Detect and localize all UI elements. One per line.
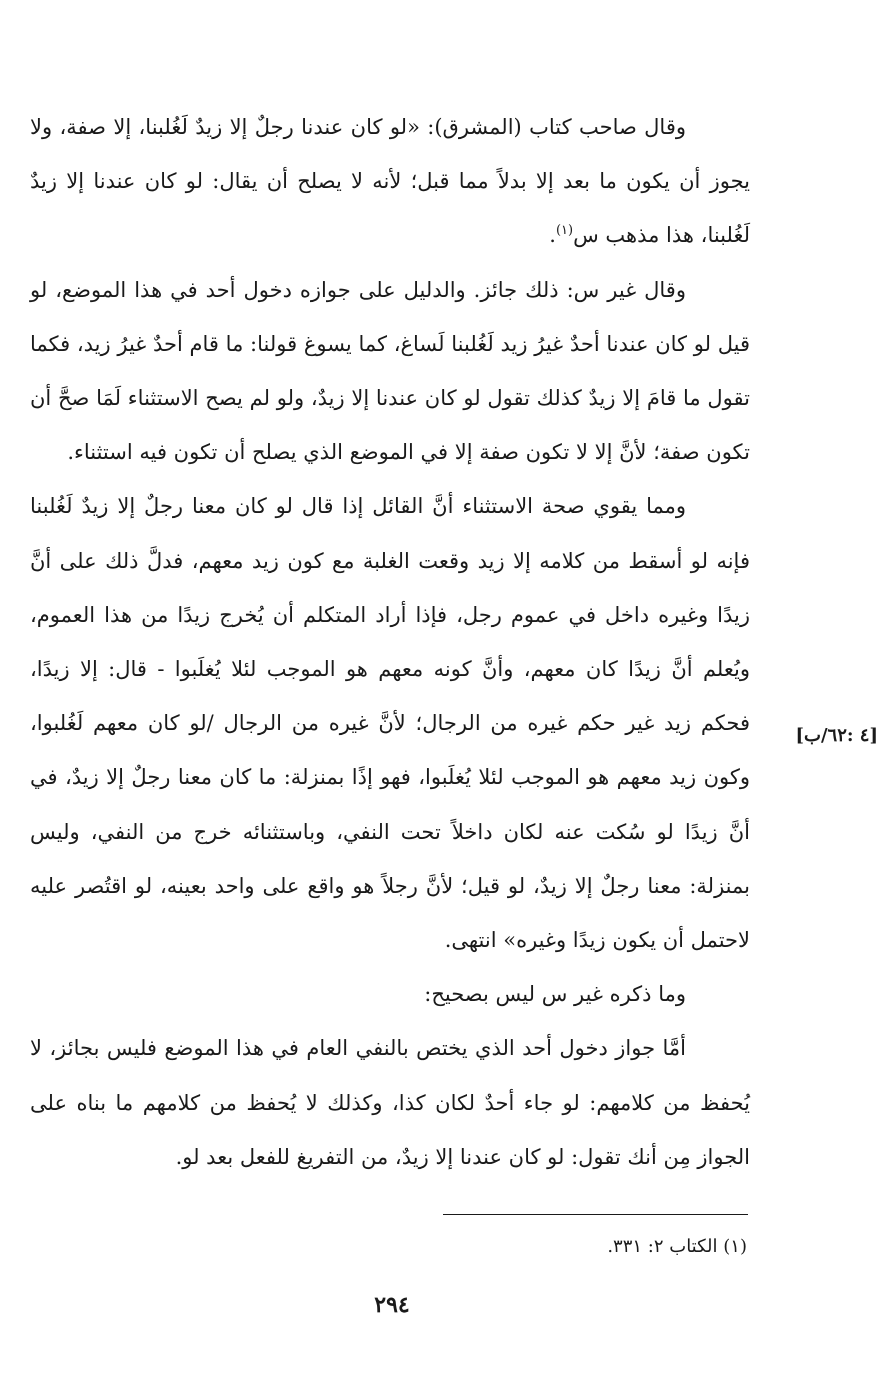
margin-manuscript-reference: [٤ :٦٢/ب]: [795, 725, 878, 746]
paragraph-2: وقال غير س: ذلك جائز. والدليل على جوازه دخول أحد في هذا الموضع، لو قيل لو كان عندنا أحدٌ غيرُ زيد لَغُلبنا لَساغ، كما يسوغ قولنا: ما قام أحدٌ غيرُ زيد، فكما تقول ما قامَ إلا زيدٌ كذلك تقول لو كان عندنا إلا زيدٌ، ولو لم يصح الاستثناء لَمَا صحَّ أن تكون صفة؛ لأنَّ إلا لا تكون صفة إلا في الموضع الذي يصلح أن تكون فيه استثناء.: [30, 277, 750, 465]
paragraph-1-tail: .: [549, 223, 556, 248]
paragraph-5: أمَّا جواز دخول أحد الذي يختص بالنفي العام في هذا الموضع فليس بجائز، لا يُحفظ من كلامهم: لو جاء أحدٌ لكان كذا، وكذلك لا يُحفظ من كلامهم ما بناه على الجواز مِن أنك تقول: لو كان عندنا إلا زيدٌ، من التفريغ للفعل بعد لو.: [30, 1036, 750, 1169]
page-number: ٢٩٤: [374, 1292, 410, 1318]
paragraph-1-text: وقال صاحب كتاب (المشرق): «لو كان عندنا رجلٌ إلا زيدٌ لَغُلبنا، إلا صفة، ولا يجوز أن يكون ما بعد إلا بدلاً مما قبل؛ لأنه لا يصلح أن يقال: لو كان عندنا إلا زيدٌ لَغُلبنا، هذا مذهب س: [30, 115, 750, 248]
footnote-separator: [443, 1214, 748, 1215]
paragraph-1: [30, 100, 750, 263]
paragraph-4: وما ذكره غير س ليس بصحيح:: [424, 982, 686, 1007]
paragraph-3: ومما يقوي صحة الاستثناء أنَّ القائل إذا قال لو كان معنا رجلٌ إلا زيدٌ لَغُلبنا فإنه لو أسقط من كلامه إلا زيد وقعت الغلبة مع كون زيد معهم، فدلَّ ذلك على أنَّ زيدًا وغيره داخل في عموم رجل، فإذا أراد المتكلم أن يُخرج زيدًا من هذا العموم، ويُعلم أنَّ زيدًا كان معهم، وأنَّ كونه معهم هو الموجب لئلا يُغلَبوا - قال: إلا زيدًا، فحكم زيد غير حكم غيره من الرجال؛ لأنَّ غيره من الرجال /لو كان معهم لَغُلبوا، وكون زيد معهم هو الموجب لئلا يُغلَبوا، فهو إذًا بمنزلة: ما كان معنا رجلٌ إلا زيدٌ، في أنَّ زيدًا لو سُكت عنه لكان داخلاً تحت النفي، وباستثنائه خرج من النفي، وليس بمنزلة: معنا رجلٌ إلا زيدٌ، لو قيل؛ لأنَّ رجلاً هو واقع على واحد بعينه، لو اقتُصر عليه لاحتمل أن يكون زيدًا وغيره» انتهى.: [30, 494, 750, 953]
footnote-reference: (١): [555, 223, 574, 239]
main-text: [30, 100, 750, 1184]
footnote: (١) الكتاب ٢: ٣٣١.: [607, 1236, 747, 1257]
